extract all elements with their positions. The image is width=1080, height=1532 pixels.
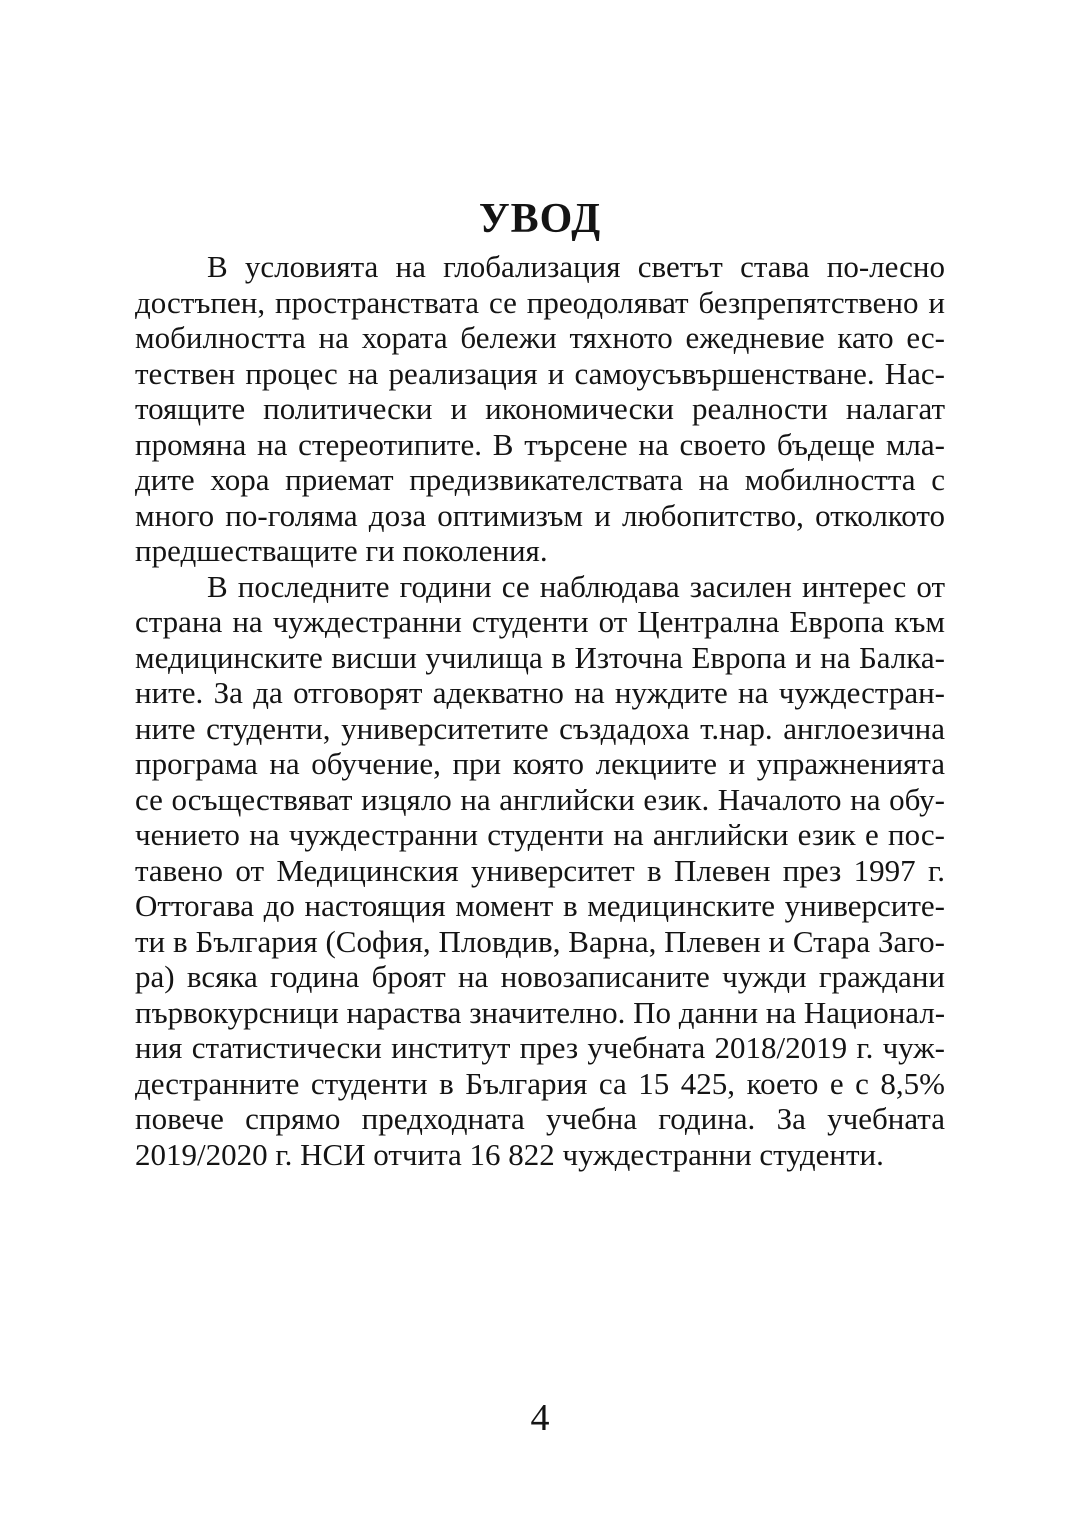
text-line: В последните години се наблюдава засилен интерес от bbox=[207, 568, 945, 604]
text-line: ти в България (София, Пловдив, Варна, Плевен и Стара Заго- bbox=[135, 923, 945, 959]
text-line: достъпен, пространствата се преодоляват безпрепятствено и bbox=[135, 284, 945, 320]
paragraph bbox=[135, 569, 945, 1173]
text-line: ния статистически институт през учебната 2018/2019 г. чуж- bbox=[135, 1030, 945, 1065]
body-text bbox=[135, 249, 945, 1172]
text-line: промяна на стереотипите. В търсене на своето бъдеще мла- bbox=[135, 426, 945, 462]
text-line: чението на чуждестранни студенти на английски език е пос- bbox=[135, 817, 945, 852]
text-line: тоящите политически и икономически реалности налагат bbox=[135, 391, 945, 426]
text-line: ните студенти, университетите създадоха т.нар. англоезична bbox=[135, 710, 945, 746]
text-line: много по-голяма доза оптимизъм и любопитство, отколкото bbox=[135, 497, 945, 533]
section-title: УВОД bbox=[478, 196, 602, 243]
text-line: дестранните студенти в България са 15 425, което е с 8,5% bbox=[135, 1065, 945, 1101]
text-line: ните. За да отговорят адекватно на нуждите на чуждестран- bbox=[135, 675, 945, 710]
text-line: 2019/2020 г. НСИ отчита 16 822 чуждестранни студенти. bbox=[135, 1136, 884, 1172]
text-line: дите хора приемат предизвикателствата на мобилността с bbox=[135, 462, 945, 497]
text-line: се осъществяват изцяло на английски език. Началото на обу- bbox=[135, 781, 945, 817]
text-line: ра) всяка година броят на новозаписаните чужди граждани bbox=[135, 959, 945, 994]
text-line: първокурсници нараства значително. По данни на Национал- bbox=[135, 994, 946, 1030]
text-line: програма на обучение, при която лекциите и упражненията bbox=[135, 746, 945, 781]
text-line: В условията на глобализация светът става по-лесно bbox=[207, 249, 945, 284]
text-line: повече спрямо предходната учебна година. За учебната bbox=[135, 1101, 945, 1136]
text-line: предшестващите ги поколения. bbox=[135, 533, 548, 568]
text-line: тавено от Медицинския университет в Плевен през 1997 г. bbox=[135, 852, 945, 888]
text-line: мобилността на хората бележи тяхното ежедневие като ес- bbox=[135, 320, 945, 355]
text-line: страна на чуждестранни студенти от Централна Европа към bbox=[135, 604, 945, 639]
text-line: Оттогава до настоящия момент в медицинските университе- bbox=[135, 888, 945, 923]
text-line: тествен процес на реализация и самоусъвършенстване. Нас- bbox=[135, 355, 945, 391]
page-number: 4 bbox=[530, 1397, 550, 1439]
paragraph bbox=[135, 249, 945, 569]
text-line: медицинските висши училища в Източна Европа и на Балка- bbox=[135, 639, 945, 675]
